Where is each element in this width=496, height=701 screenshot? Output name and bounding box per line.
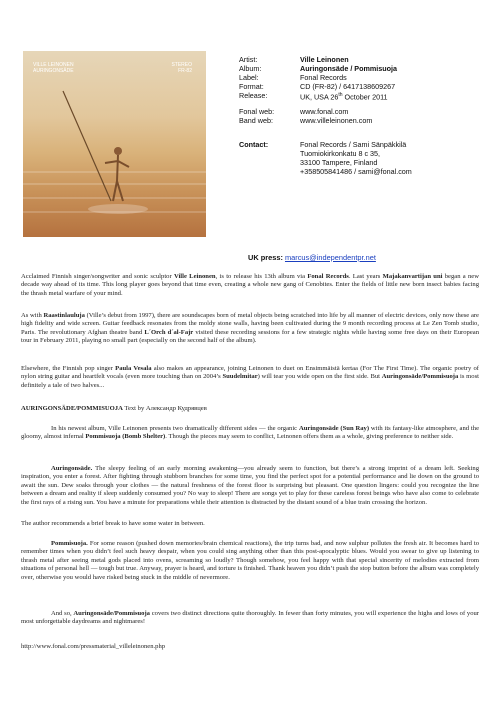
footer-url[interactable]: http://www.fonal.com/pressmaterial_villeleinonen.php — [21, 643, 166, 650]
uk-press-email-link[interactable]: marcus@independentpr.net — [284, 253, 376, 262]
format-value: CD (FR-82) / 6417138609267 — [300, 82, 396, 91]
release-value: UK, USA 26th October 2011 — [300, 92, 388, 102]
paragraph-water-break: The author recommends a brief break to have some water in between. — [21, 520, 205, 527]
paragraph-pommisuoja: Pommisuoja. For some reason (pushed down memories/brain chemical reactions), the trip turns bad, and now sulphur pollutes the fresh air. It becomes hard to remember times when you didn’t feel such heavy despair, when you could sing anything other than this post-apocalyptic blues. Would you swear to give up listening to thrash metal after seeing metal gods placed into ovens, screaming so loudly? Though somehow, you feel happy with that special sincerity of melodies extracted from situations of personal hell — tough but true. Anyway, prayer is heard, and torture is finished. Thank heaven you didn’t push the stop button before the album was completely over, otherwise you would have risked being stuck in the middle of nevermore. — [21, 540, 479, 581]
album-name: Auringonsäde / Pommisuoja — [300, 64, 398, 73]
paragraph-raastinlauluja: As with Raastinlauluja (Ville’s debut from 1997), there are soundscapes born of metal objects being scratched into life by all manner of electric devices, only now these are high fidelity and wide screen. Guitar feedback resonates from the moldy stone walls, having been cultivated during the 9 month recording process at Le Zen Tomb studio, Paris. The revolutionary Afghan theatre band L´Orch d´al-Fajr visited these recording sessions for a few strategic nights while having some free days on their European tour in February 2011, playing no small part (especially on the second half of the album). — [21, 312, 479, 345]
paragraph-intro: Acclaimed Finnish singer/songwriter and sonic sculptor Ville Leinonen, is to release his 13th album via Fonal Records. Last years Majakanvartijan uni began a new decade way ahead of its time. This long player goes beyond that time even, creating a whole new gang of Cenobites. Enter the fields of little new born insect babies facing the thrash metal warfare of your mind. — [21, 273, 479, 297]
fonal-web-link[interactable]: www.fonal.com — [300, 107, 349, 116]
review-heading: AURINGONSÄDE/POMMISUOJA Text by Александр Кудрявцев — [21, 405, 207, 412]
info-labels-web: Fonal web: Band web: — [239, 107, 275, 125]
contact-values: Fonal Records / Sami Sänpäkkilä Tuomiokirkonkatu 8 c 35, 33100 Tampere, Finland +358505841486 / sami@fonal.com — [300, 140, 412, 176]
album-cover-image — [23, 51, 206, 237]
cover-figure-graphic — [23, 51, 206, 237]
paragraph-conclusion: And so, Auringonsäde/Pommisuoja covers two distinct directions quite thoroughly. In fewer than forty minutes, you will experience the highs and lows of your most unforgettable daydreams and nightmares! — [21, 610, 479, 626]
artist-name: Ville Leinonen — [300, 55, 349, 64]
paragraph-review-intro: In his newest album, Ville Leinonen presents two dramatically different sides — the organic Auringonsäde (Sun Ray) with its fantasy-like atmosphere, and the gloomy, almost infernal Pommisuoja (Bomb Shelter). Though the pieces may seem to conflict, Leinonen offers them as a whole, giving preference to neither side. — [21, 425, 479, 441]
info-labels-main: Artist: Album: Label: Format: Release: — [239, 55, 268, 100]
band-web-link[interactable]: www.villeleinonen.com — [300, 116, 373, 125]
contact-label: Contact: — [239, 140, 269, 149]
cover-catalog: STEREO FR-82 — [171, 62, 192, 74]
info-values-main — [300, 55, 490, 101]
paragraph-paula-vesala: Elsewhere, the Finnish pop singer Paula Vesala also makes an appearance, joining Leinonen to duet on Ensimmäistä kertaa (For The First Time). The organic poetry of nylon string guitar and heartfelt vocals (even more touching than on 2004’s Suudelmitar) will tear you wide open on the first side. But Auringonsäde/Pommisuoja is most definitely a tale of two halves... — [21, 365, 480, 389]
uk-press-line: UK press: marcus@independentpr.net — [248, 253, 376, 262]
label-name: Fonal Records — [300, 73, 347, 82]
paragraph-auringonsade: Auringonsäde. The sleepy feeling of an early morning awakening—you already seem to function, but there’s a strong imprint of a dream left. Seeking inspiration, you enter a forest. After fighting through stubborn branches for some time, you find the perfect spot for a potential performance and lie down on the ground to await the sun. Dew soaks through your clothes — the natural freshness of the forest floor is surprising but pleasant. One question lingers: could you recognize the line between a dream and reality if sleep suddenly consumed you? No way to sleep! There are songs yet to play for these careless forest beings who have also come to celebrate the first rays of a rising sun. You have a minute for preparations while their attention is distracted by the distant sound of a blue train crossing the horizon. — [21, 465, 479, 506]
info-values-web — [300, 107, 490, 125]
cover-title: VILLE LEINONEN AURINGONSÄDE — [33, 62, 74, 74]
